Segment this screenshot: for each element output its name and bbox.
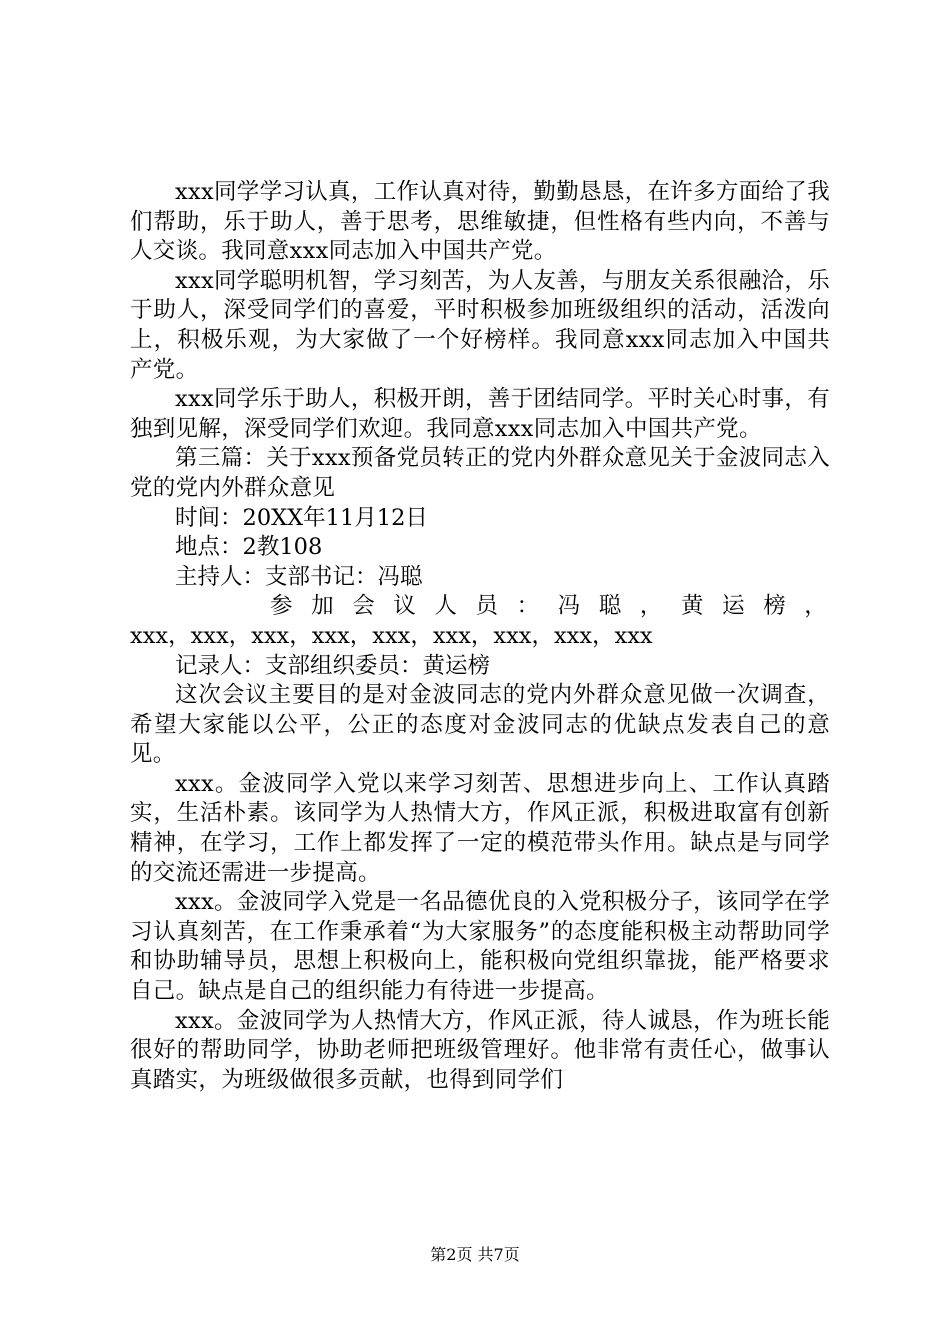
meeting-attendees-names: xxx，xxx，xxx，xxx，xxx，xxx，xxx，xxx，xxx bbox=[130, 622, 653, 649]
paragraph-2: xxx同学聪明机智，学习刻苦，为人友善，与朋友关系很融洽，乐于助人，深受同学们的喜爱，平时积极参加班级组织的活动，活泼向上，积极乐观，为大家做了一个好榜样。我同意xxx同志加入中国共产党。 bbox=[130, 267, 830, 383]
meeting-recorder: 记录人：支部组织委员：黄运榜 bbox=[175, 652, 491, 679]
paragraph-1: xxx同学学习认真，工作认真对待，勤勤恳恳，在许多方面给了我们帮助，乐于助人，善于思考，思维敏捷，但性格有些内向，不善与人交谈。我同意xxx同志加入中国共产党。 bbox=[130, 179, 830, 265]
section-heading: 第三篇：关于xxx预备党员转正的党内外群众意见关于金波同志入党的党内外群众意见 bbox=[130, 445, 830, 501]
body-paragraph-1: 这次会议主要目的是对金波同志的党内外群众意见做一次调查，希望大家能以公平，公正的态度对金波同志的优缺点发表自己的意见。 bbox=[130, 682, 830, 768]
body-paragraph-3: xxx。金波同学入党是一名品德优良的入党积极分子，该同学在学习认真刻苦，在工作秉承着“为大家服务”的态度能积极主动帮助同学和协助辅导员，思想上积极向上，能积极向党组织靠拢，能严格要求自己。缺点是自己的组织能力有待进一步提高。 bbox=[130, 889, 830, 1005]
meeting-host: 主持人：支部书记：冯聪 bbox=[175, 563, 423, 590]
meeting-time: 时间：20XX年11月12日 bbox=[175, 504, 428, 531]
body-paragraph-2: xxx。金波同学入党以来学习刻苦、思想进步向上、工作认真踏实，生活朴素。该同学为人热情大方，作风正派，积极进取富有创新精神，在学习，工作上都发挥了一定的模范带头作用。缺点是与同学的交流还需进一步提高。 bbox=[130, 770, 830, 886]
meeting-location: 地点：2教108 bbox=[175, 534, 323, 561]
page-footer: 第2页 共7页 bbox=[430, 1245, 520, 1264]
meeting-attendees-label: 参加会议人员：冯聪，黄运榜， bbox=[270, 593, 846, 620]
body-paragraph-4: xxx。金波同学为人热情大方，作风正派，待人诚恳，作为班长能很好的帮助同学，协助老师把班级管理好。他非常有责任心，做事认真踏实，为班级做很多贡献，也得到同学们 bbox=[130, 1007, 830, 1093]
paragraph-3: xxx同学乐于助人，积极开朗，善于团结同学。平时关心时事，有独到见解，深受同学们欢迎。我同意xxx同志加入中国共产党。 bbox=[130, 386, 830, 442]
document-page bbox=[130, 178, 846, 1095]
